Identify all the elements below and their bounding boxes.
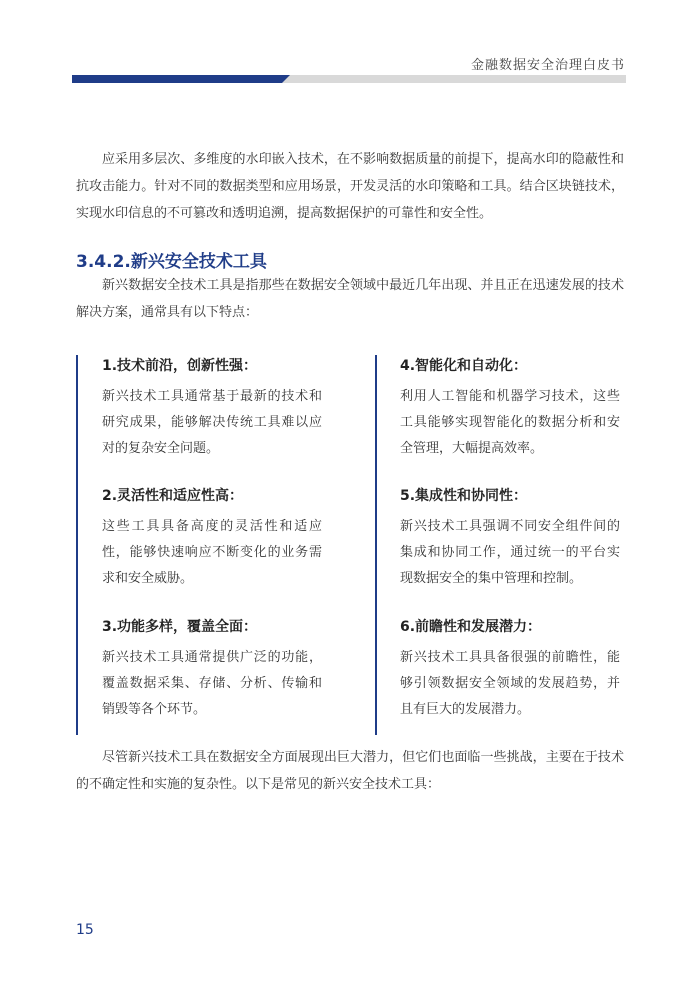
left-column-bar — [76, 355, 78, 735]
feature-text: 新兴技术工具通常基于最新的技术和研究成果，能够解决传统工具难以应对的复杂安全问题。 — [102, 389, 322, 456]
page-number: 15 — [76, 922, 94, 938]
feature-card-2 — [102, 486, 322, 592]
feature-title: 6.前瞻性和发展潜力： — [400, 619, 542, 635]
feature-text: 新兴技术工具具备很强的前瞻性，能够引领数据安全领域的发展趋势，并且有巨大的发展潜力。 — [400, 650, 620, 717]
header-divider-bar — [72, 75, 626, 83]
feature-text: 这些工具具备高度的灵活性和适应性，能够快速响应不断变化的业务需求和安全威胁。 — [102, 519, 322, 586]
section-heading: 3.4.2.新兴安全技术工具 — [76, 252, 267, 272]
feature-card-1 — [102, 356, 322, 462]
right-column-bar — [375, 355, 377, 735]
feature-title: 4.智能化和自动化： — [400, 358, 528, 374]
feature-text: 利用人工智能和机器学习技术，这些工具能够实现智能化的数据分析和安全管理，大幅提高效率。 — [400, 389, 620, 456]
feature-text: 新兴技术工具强调不同安全组件间的集成和协同工作，通过统一的平台实现数据安全的集中管理和控制。 — [400, 519, 620, 586]
feature-title: 3.功能多样，覆盖全面： — [102, 619, 258, 635]
intro-paragraph: 应采用多层次、多维度的水印嵌入技术，在不影响数据质量的前提下，提高水印的隐蔽性和抗攻击能力。针对不同的数据类型和应用场景，开发灵活的水印策略和工具。结合区块链技术，实现水印信息的不可篡改和透明追溯，提高数据保护的可靠性和安全性。 — [76, 152, 624, 221]
feature-card-5 — [400, 486, 620, 592]
feature-text: 新兴技术工具通常提供广泛的功能，覆盖数据采集、存储、分析、传输和销毁等各个环节。 — [102, 650, 322, 717]
feature-title: 2.灵活性和适应性高： — [102, 488, 244, 504]
closing-paragraph: 尽管新兴技术工具在数据安全方面展现出巨大潜力，但它们也面临一些挑战，主要在于技术的不确定性和实施的复杂性。以下是常见的新兴安全技术工具： — [76, 750, 624, 792]
feature-card-4 — [400, 356, 620, 462]
document-title: 金融数据安全治理白皮书 — [470, 58, 625, 73]
feature-card-3 — [102, 617, 322, 723]
section-lead-paragraph: 新兴数据安全技术工具是指那些在数据安全领域中最近几年出现、并且正在迅速发展的技术解决方案，通常具有以下特点： — [76, 278, 624, 320]
feature-title: 1.技术前沿，创新性强： — [102, 358, 258, 374]
feature-card-6 — [400, 617, 620, 723]
feature-title: 5.集成性和协同性： — [400, 488, 528, 504]
